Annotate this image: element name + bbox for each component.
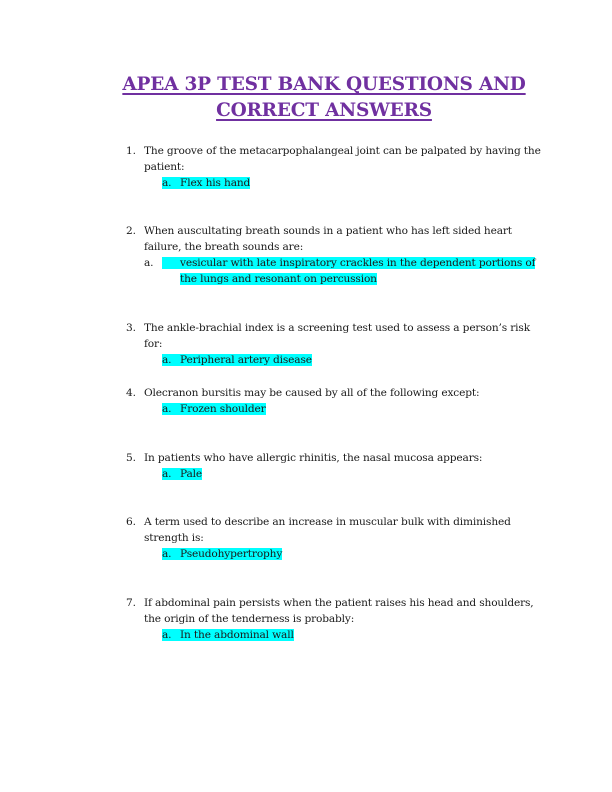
- question-number: 4.: [126, 387, 136, 399]
- title-line-1: APEA 3P TEST BANK QUESTIONS AND: [122, 74, 526, 95]
- question-text: A term used to describe an increase in muscular bulk with diminished strength is:: [144, 516, 511, 544]
- title-line-2: CORRECT ANSWERS: [216, 100, 432, 121]
- question-text: Olecranon bursitis may be caused by all of the following except:: [144, 387, 480, 399]
- answer: [162, 175, 546, 191]
- answer-text: Pale: [180, 468, 203, 480]
- question-item: [126, 320, 546, 368]
- answer: [144, 255, 546, 287]
- document-title: [0, 72, 612, 124]
- answer-letter: a.: [162, 468, 172, 480]
- answer-text: Peripheral artery disease: [180, 354, 312, 366]
- question-number: 7.: [126, 597, 136, 609]
- question-item: [126, 450, 546, 482]
- answer-letter: a.: [162, 354, 172, 366]
- question-text: In patients who have allergic rhinitis, the nasal mucosa appears:: [144, 452, 483, 464]
- answer-letter: a.: [162, 177, 172, 189]
- question-item: [126, 595, 546, 643]
- question-item: [126, 514, 546, 562]
- question-number: 6.: [126, 516, 136, 528]
- question-number: 5.: [126, 452, 136, 464]
- question-item: [126, 223, 546, 287]
- question-text: The groove of the metacarpophalangeal joint can be palpated by having the patient:: [144, 145, 541, 173]
- question-number: 3.: [126, 322, 136, 334]
- answer-text: vesicular with late inspiratory crackles in the dependent portions of the lungs and resonant on percussion: [180, 257, 536, 285]
- answer-text: In the abdominal wall: [180, 629, 294, 641]
- answer-letter: a.: [162, 548, 172, 560]
- question-text: The ankle-brachial index is a screening test used to assess a person’s risk for:: [144, 322, 530, 350]
- answer: [162, 352, 546, 368]
- question-text: When auscultating breath sounds in a patient who has left sided heart failure, the breath sounds are:: [144, 225, 512, 253]
- question-text: If abdominal pain persists when the patient raises his head and shoulders, the origin of the tenderness is probably:: [144, 597, 534, 625]
- answer: [162, 627, 546, 643]
- question-item: [126, 385, 546, 417]
- question-item: [126, 143, 546, 191]
- answer: [162, 546, 546, 562]
- question-number: 1.: [126, 145, 136, 157]
- answer-text: Flex his hand: [180, 177, 251, 189]
- answer: [162, 401, 546, 417]
- answer-letter: a.: [162, 629, 172, 641]
- answer: [162, 466, 546, 482]
- answer-text: Pseudohypertrophy: [180, 548, 283, 560]
- question-number: 2.: [126, 225, 136, 237]
- answer-letter: a.: [162, 403, 172, 415]
- answer-text: Frozen shoulder: [180, 403, 266, 415]
- answer-letter: a.: [144, 257, 154, 269]
